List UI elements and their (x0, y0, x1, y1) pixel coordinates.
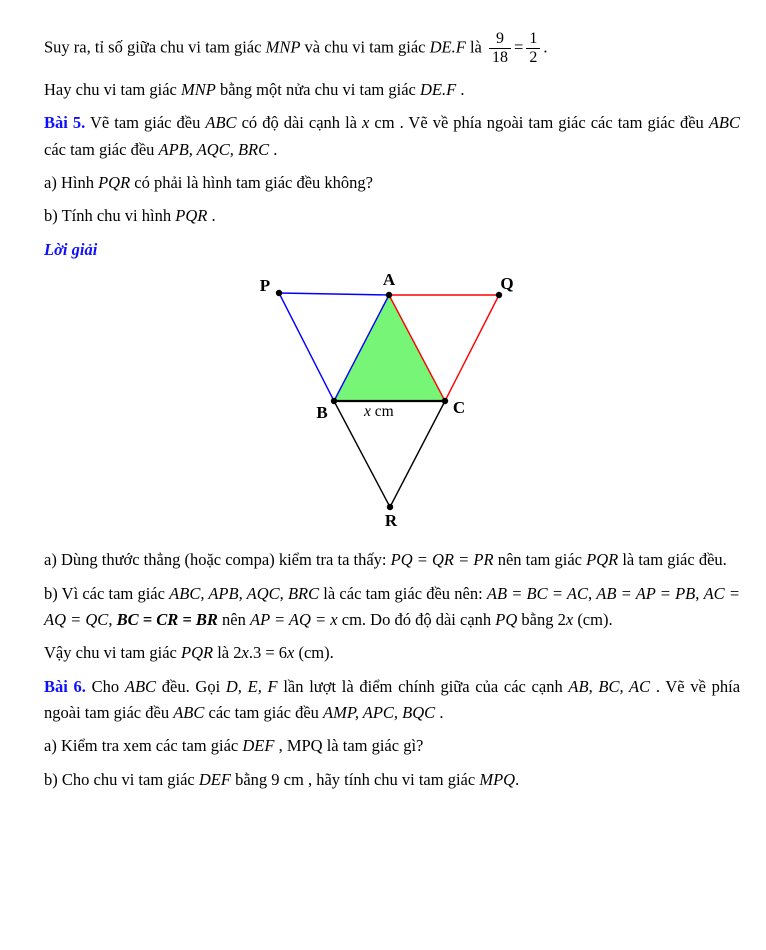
math-run: PQR (181, 643, 214, 663)
text-run: các tam giác đều (204, 703, 324, 723)
math-run: MNP (181, 79, 216, 99)
text-run: nên (217, 609, 250, 629)
math-run: PQ = QR = PR (390, 550, 494, 570)
exercise-label-bai-6: Bài 6. (44, 676, 86, 696)
paragraph-bai-6-question-a (44, 733, 740, 759)
text-run: cm . Vẽ về phía ngoài tam giác các tam giác đều (369, 113, 709, 133)
fraction-numerator: 9 (496, 30, 505, 47)
math-run: x (287, 643, 295, 663)
paragraph-conclusion (44, 640, 740, 666)
vertex-label-r: R (384, 511, 398, 531)
vertex-label-a: A (382, 270, 396, 290)
paragraph-bai-5 (44, 110, 740, 163)
math-run: PQR (175, 206, 208, 226)
text-run: cm. Do đó độ dài cạnh (337, 609, 496, 629)
paragraph-suy-ra (44, 30, 740, 68)
text-run: a) Hình (44, 172, 99, 192)
edge-cr (390, 401, 445, 507)
geometry-figure-container (44, 270, 740, 537)
vertex-dot-b (331, 398, 337, 404)
text-run: . Vẽ về phía ngoài tam giác đều (44, 676, 741, 723)
vertex-dot-c (442, 398, 448, 404)
math-run: AB = BC = AC (486, 583, 588, 603)
math-run: DE.F (419, 79, 457, 99)
side-length-unit: cm (370, 403, 394, 421)
fraction-denominator: 18 (489, 48, 511, 67)
text-run: . (435, 703, 444, 723)
text-run: có độ dài cạnh là (236, 113, 363, 133)
green-triangle-abc (334, 295, 445, 401)
math-run: PQR (98, 172, 131, 192)
text-run: đều. Gọi (156, 676, 226, 696)
math-run: AB = AP = PB (596, 583, 696, 603)
text-run: có phải là hình tam giác đều không? (130, 172, 373, 192)
text-run: là tam giác đều. (618, 550, 727, 570)
paragraph-loi-giai (44, 237, 740, 263)
vertex-dot-r (387, 504, 393, 510)
math-run: PQR (586, 550, 619, 570)
paragraph-bai-6 (44, 674, 740, 727)
math-run: x (362, 113, 370, 133)
vertex-label-q: Q (500, 274, 514, 294)
paragraph-bai-6-question-b (44, 767, 740, 793)
text-run: bằng 9 cm , hãy tính chu vi tam giác (230, 769, 480, 789)
text-run: b) Cho chu vi tam giác (44, 769, 199, 789)
text-run: Cho (85, 676, 125, 696)
text-run: Suy ra, tỉ số giữa chu vi tam giác (44, 37, 266, 57)
text-run: Hay chu vi tam giác (44, 79, 181, 99)
vertex-label-c: C (452, 398, 466, 418)
paragraph-hay-chu-vi (44, 77, 740, 103)
math-run: DE.F (429, 37, 466, 57)
fraction-numerator: 1 (529, 30, 538, 47)
side-length-label (363, 403, 394, 420)
math-run: DEF (242, 736, 275, 756)
text-run: .3 = 6 (248, 643, 288, 663)
text-run: và chu vi tam giác (300, 37, 430, 57)
fraction-1-2 (526, 30, 540, 68)
math-run: MPQ (479, 769, 516, 789)
text-run: . (269, 139, 278, 159)
math-run: AC = AQ = QC (44, 583, 741, 629)
fraction-denominator: 2 (526, 48, 540, 67)
paragraph-solution-a (44, 547, 740, 573)
equals-sign: = (514, 37, 524, 57)
text-run: b) Vì các tam giác (44, 583, 170, 603)
text-run: . (456, 79, 465, 99)
text-run: . (207, 206, 216, 226)
text-run: , MPQ là tam giác gì? (274, 736, 424, 756)
text-run: nên tam giác (493, 550, 587, 570)
edge-pa (279, 293, 389, 295)
pqr-triangle-figure (252, 270, 532, 532)
paragraph-question-b (44, 203, 740, 229)
math-run: APB, AQC, BRC (158, 139, 270, 159)
text-run: . (515, 769, 520, 789)
fraction-9-18 (489, 30, 511, 68)
math-run: ABC (173, 703, 205, 723)
text-run: là các tam giác đều nên: (319, 583, 487, 603)
text-run: Vậy chu vi tam giác (44, 643, 181, 663)
math-run: x (241, 643, 249, 663)
text-run: , (695, 583, 704, 603)
text-run: bằng một nửa chu vi tam giác (215, 79, 420, 99)
text-run: Vẽ tam giác đều (85, 113, 206, 133)
math-run: AB, BC, AC (568, 676, 651, 696)
text-run: các tam giác đều (44, 139, 159, 159)
text-run: . (543, 37, 548, 57)
text-run: lần lượt là điểm chính giữa của các cạnh (277, 676, 569, 696)
text-run: b) Tính chu vi hình (44, 206, 176, 226)
text-run: (cm). (573, 609, 613, 629)
math-run: ABC, APB, AQC, BRC (169, 583, 320, 603)
math-run: AMP, APC, BQC (323, 703, 436, 723)
text-run: bằng 2 (517, 609, 566, 629)
edge-qc (445, 295, 499, 401)
side-length-x: x (364, 403, 371, 421)
vertex-label-b: B (316, 403, 328, 423)
paragraph-solution-b (44, 581, 740, 634)
math-run: ABC (708, 113, 740, 133)
text-run: là 2 (213, 643, 242, 663)
edge-pb (279, 293, 334, 401)
math-run: x (565, 609, 574, 629)
math-run: D, E, F (225, 676, 278, 696)
math-run: ABC (124, 676, 157, 696)
math-run-bold: BC = CR = BR (116, 609, 218, 629)
text-run: (cm). (294, 643, 334, 663)
vertex-label-p: P (259, 276, 271, 296)
text-run: là (465, 37, 487, 57)
text-run: , (587, 583, 597, 603)
math-run: DEF (198, 769, 231, 789)
math-run: PQ (495, 609, 518, 629)
solution-heading: Lời giải (44, 239, 98, 259)
text-run: a) Dùng thước thẳng (hoặc compa) kiểm tra ta thấy: (44, 550, 391, 570)
math-run: ABC (205, 113, 237, 133)
vertex-dot-p (276, 290, 282, 296)
exercise-label-bai-5: Bài 5. (44, 113, 86, 133)
math-run: AP = AQ = x (249, 609, 338, 629)
paragraph-question-a (44, 170, 740, 196)
text-run: , (108, 609, 117, 629)
vertex-dot-a (386, 292, 392, 298)
text-run: a) Kiểm tra xem các tam giác (44, 736, 243, 756)
math-run: MNP (265, 37, 301, 57)
